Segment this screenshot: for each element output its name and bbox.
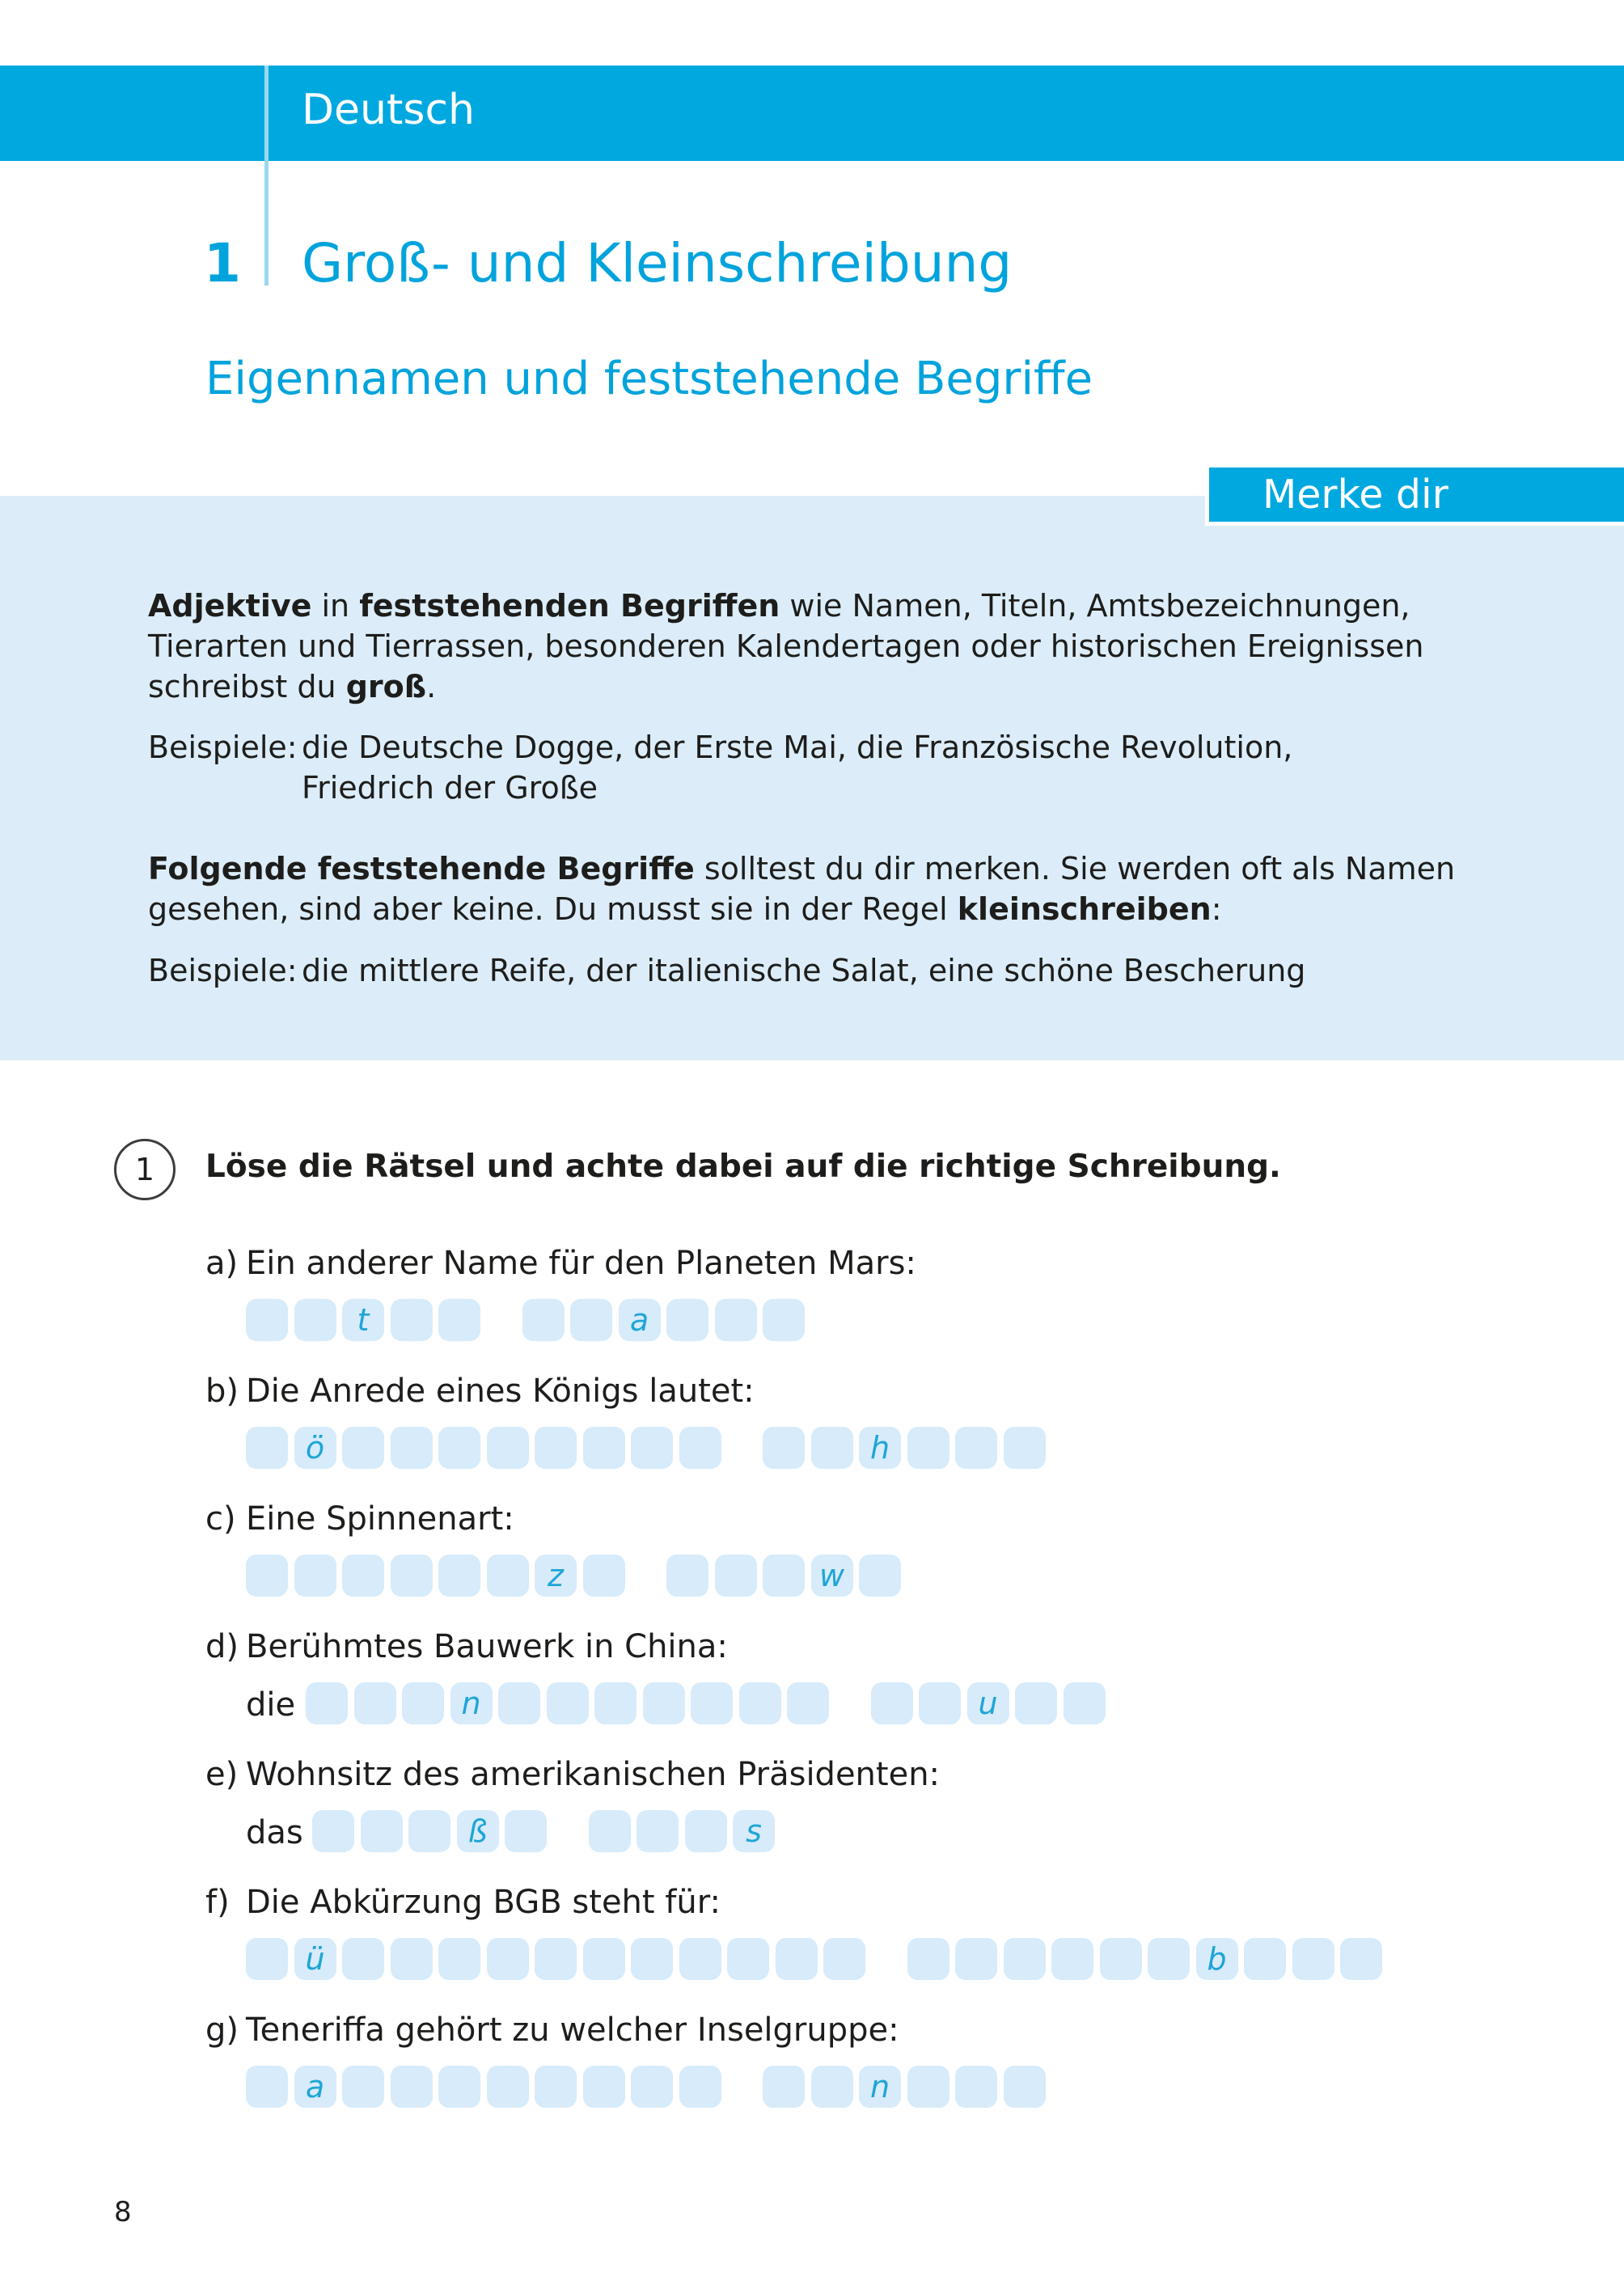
letter-box[interactable] [535,2066,577,2108]
example-line: Friedrich der Große [302,770,598,806]
letter-box[interactable] [1004,1427,1046,1469]
letter-box[interactable] [666,1299,708,1341]
letter-box[interactable] [1051,1938,1093,1980]
letter-box[interactable] [763,1555,805,1597]
letter-box[interactable] [631,2066,673,2108]
divider-line [264,66,269,286]
letter-box[interactable]: n [859,2066,901,2108]
letter-box[interactable] [438,1427,480,1469]
question-label: c) [205,1500,236,1538]
question-label: d) [205,1628,239,1665]
task-number-circle: 1 [114,1139,176,1200]
letter-box[interactable] [505,1810,547,1852]
letter-box[interactable] [1340,1938,1382,1980]
letter-box[interactable] [763,1427,805,1469]
letter-box[interactable] [955,2066,997,2108]
letter-box[interactable] [438,1938,480,1980]
letter-box[interactable] [776,1938,818,1980]
letter-box[interactable] [535,1938,577,1980]
letter-box[interactable] [811,2066,853,2108]
letter-box[interactable] [342,1427,384,1469]
header-band [0,66,1624,161]
letter-box[interactable] [294,1299,336,1341]
question-text: Ein anderer Name für den Planeten Mars: [246,1245,916,1282]
letter-box[interactable] [631,1938,673,1980]
letter-box[interactable] [391,1299,433,1341]
question-label: e) [205,1756,239,1793]
letter-box[interactable] [1004,1938,1046,1980]
letter-box[interactable] [487,2066,529,2108]
example-label: Beispiele: [148,953,298,988]
letter-box[interactable] [342,1555,384,1597]
letter-box[interactable] [487,1555,529,1597]
letter-box[interactable] [631,1427,673,1469]
letter-box[interactable] [643,1682,685,1724]
letter-box[interactable] [246,1299,288,1341]
example-line: die Deutsche Dogge, der Erste Mai, die Französische Revolution, [302,730,1293,765]
letter-box[interactable]: h [859,1427,901,1469]
letter-box[interactable] [361,1810,403,1852]
letter-box[interactable] [763,2066,805,2108]
letter-box[interactable] [1100,1938,1142,1980]
letter-box[interactable] [498,1682,540,1724]
letter-box[interactable]: u [967,1682,1009,1724]
letter-box[interactable] [391,2066,433,2108]
letter-box[interactable] [787,1682,829,1724]
letter-box[interactable] [685,1810,727,1852]
letter-box[interactable] [547,1682,589,1724]
letter-box[interactable] [391,1555,433,1597]
letter-box[interactable] [955,1427,997,1469]
letter-box[interactable] [246,2066,288,2108]
letter-box[interactable] [907,1938,949,1980]
letter-box[interactable] [679,2066,721,2108]
question-text: Die Abkürzung BGB steht für: [246,1884,721,1921]
chapter-title: Groß- und Kleinschreibung [302,232,1013,294]
letter-box[interactable] [679,1427,721,1469]
letter-box[interactable] [666,1555,708,1597]
letter-box[interactable] [354,1682,396,1724]
letter-box[interactable] [589,1810,631,1852]
letter-box[interactable] [391,1427,433,1469]
letter-box[interactable] [763,1299,805,1341]
letter-box[interactable]: t [342,1299,384,1341]
letter-box[interactable] [402,1682,444,1724]
letter-box[interactable]: ß [457,1810,499,1852]
letter-box[interactable] [246,1555,288,1597]
question-label: b) [205,1373,239,1410]
example-line: die mittlere Reife, der italienische Salat, eine schöne Bescherung [302,953,1306,988]
letter-box[interactable] [570,1299,612,1341]
letter-box[interactable] [1064,1682,1106,1724]
question-text: Die Anrede eines Königs lautet: [246,1373,755,1410]
task-instruction: Löse die Rätsel und achte dabei auf die richtige Schreibung. [205,1149,1281,1185]
letter-box[interactable] [342,1938,384,1980]
letter-box[interactable]: n [450,1682,493,1724]
letter-box[interactable] [294,1555,336,1597]
letter-box[interactable]: a [619,1299,661,1341]
letter-box[interactable] [691,1682,733,1724]
letter-box[interactable] [312,1810,354,1852]
letter-box[interactable] [1004,2066,1046,2108]
page-number: 8 [114,2196,132,2228]
letter-box[interactable] [679,1938,721,1980]
letter-box[interactable] [907,2066,949,2108]
merke-tab: Merke dir [1205,467,1624,526]
rule-1: Adjektive in feststehenden Begriffen wie Namen, Titeln, Amtsbezeichnungen, Tierarten und Tierrassen, besonderen Kalendertagen oder historischen Ereignissen schreibst du groß. [148,588,1424,704]
letter-box[interactable] [246,1427,288,1469]
letter-box[interactable] [487,1427,529,1469]
answer-prefix: die [246,1686,296,1724]
letter-box[interactable] [715,1299,757,1341]
letter-box[interactable] [715,1555,757,1597]
letter-box[interactable] [583,1555,625,1597]
letter-box[interactable]: ö [294,1427,336,1469]
letter-box[interactable] [907,1427,949,1469]
subject-title: Deutsch [302,86,476,134]
letter-box[interactable] [1148,1938,1190,1980]
letter-box[interactable] [1292,1938,1334,1980]
letter-box[interactable] [583,1938,625,1980]
letter-box[interactable] [583,1427,625,1469]
letter-box[interactable] [859,1555,901,1597]
letter-box[interactable] [1244,1938,1286,1980]
letter-box[interactable] [408,1810,450,1852]
question-label: a) [205,1245,239,1282]
letter-box[interactable]: ü [294,1938,336,1980]
example-label: Beispiele: [148,730,298,765]
letter-box[interactable] [306,1682,348,1724]
letter-box[interactable] [487,1938,529,1980]
letter-box[interactable] [438,2066,480,2108]
letter-box[interactable] [535,1427,577,1469]
letter-box[interactable] [342,2066,384,2108]
letter-box[interactable] [823,1938,865,1980]
letter-box[interactable] [438,1555,480,1597]
section-subtitle: Eigennamen und feststehende Begriffe [205,353,1093,405]
question-text: Berühmtes Bauwerk in China: [246,1628,728,1665]
letter-box[interactable] [438,1299,480,1341]
letter-box[interactable] [391,1938,433,1980]
question-text: Eine Spinnenart: [246,1500,514,1538]
rule-2: Folgende feststehende Begriffe solltest du dir merken. Sie werden oft als Namen gesehen, sind aber keine. Du musst sie in der Regel kleinschreiben: [148,851,1456,927]
letter-box[interactable] [727,1938,769,1980]
letter-box[interactable] [919,1682,961,1724]
letter-box[interactable]: w [811,1555,853,1597]
letter-box[interactable] [594,1682,636,1724]
letter-box[interactable] [522,1299,565,1341]
letter-box[interactable] [583,2066,625,2108]
letter-box[interactable]: s [733,1810,775,1852]
letter-box[interactable] [1015,1682,1057,1724]
question-label: g) [205,2012,239,2049]
letter-box[interactable] [811,1427,853,1469]
question-text: Teneriffa gehört zu welcher Inselgruppe: [246,2012,899,2049]
letter-box[interactable]: z [535,1555,577,1597]
letter-box[interactable]: b [1196,1938,1238,1980]
letter-box[interactable] [739,1682,781,1724]
question-label: f) [205,1884,230,1921]
letter-box[interactable] [246,1938,288,1980]
answer-prefix: das [246,1814,303,1851]
letter-box[interactable]: a [294,2066,336,2108]
question-text: Wohnsitz des amerikanischen Präsidenten: [246,1756,941,1793]
letter-box[interactable] [955,1938,997,1980]
letter-box[interactable] [871,1682,913,1724]
chapter-number: 1 [204,232,241,294]
letter-box[interactable] [636,1810,679,1852]
